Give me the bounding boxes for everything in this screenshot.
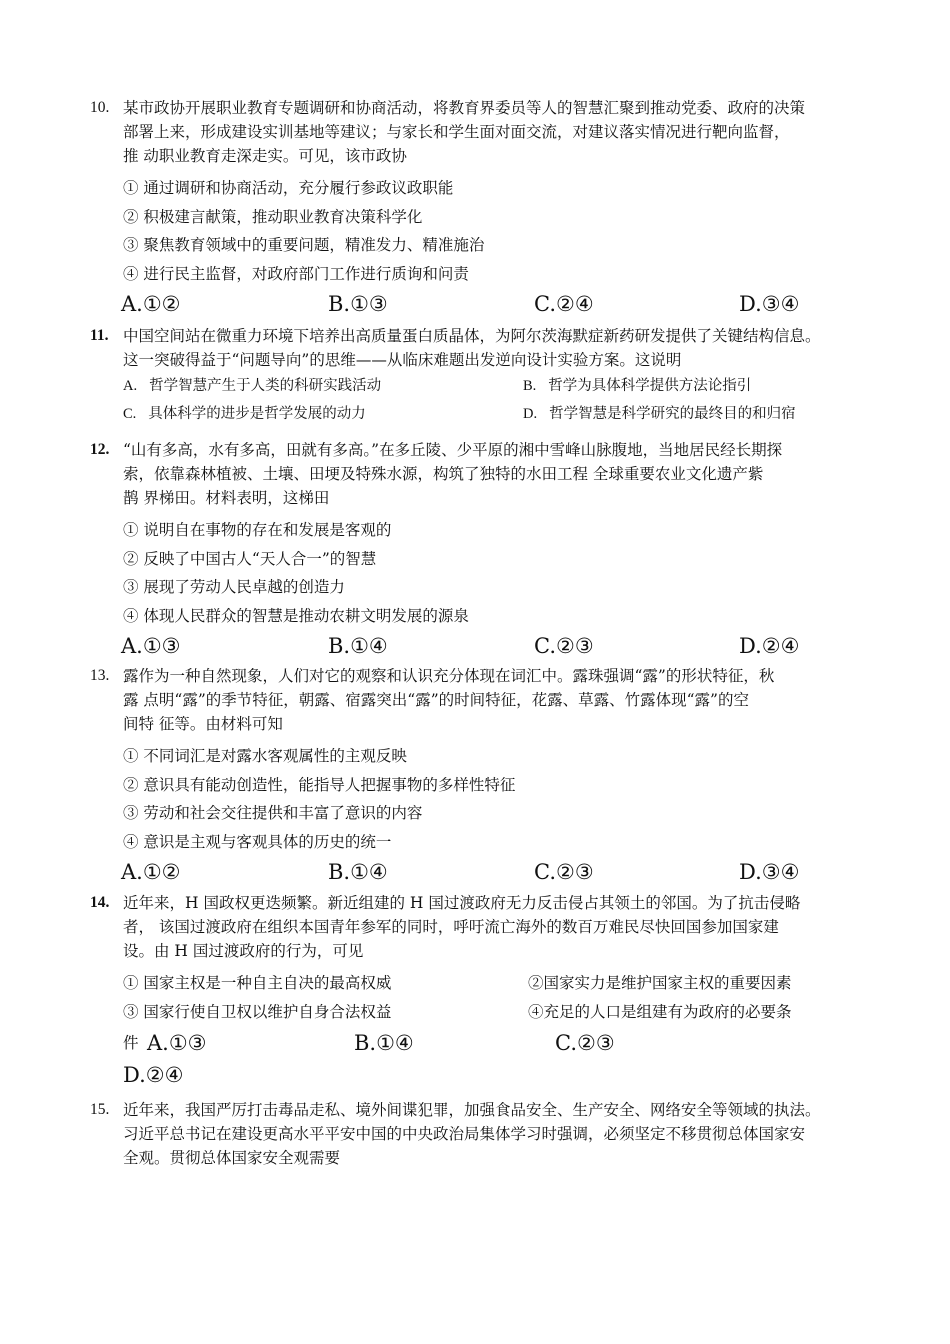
statement: ④ 进行民主监督，对政府部门工作进行质询和问责 bbox=[123, 264, 469, 283]
statement: ① 国家主权是一种自主自决的最高权威 bbox=[123, 974, 392, 992]
choice-b[interactable]: B.①④ bbox=[354, 1031, 414, 1055]
statement: ① 通过调研和协商活动，充分履行参政议政职能 bbox=[123, 179, 454, 197]
question-stem bbox=[90, 664, 880, 736]
stem-line: 近年来，H 国政权更迭频繁。新近组建的 H 国过渡政府无力反击侵占其领土的邻国。为了抗击侵略 bbox=[123, 894, 801, 912]
choice-row bbox=[121, 630, 880, 662]
choice-c[interactable]: C.②③ bbox=[555, 1031, 615, 1055]
stem-line: 近年来，我国严厉打击毒品走私、境外间谍犯罪，加强食品安全、生产安全、网络安全等领域的执法。 bbox=[123, 1101, 821, 1119]
choice-b[interactable]: B.①③ bbox=[328, 292, 388, 316]
question-number: 11. bbox=[90, 327, 109, 344]
stem-line: 露 点明“露”的季节特征，朝露、宿露突出“露”的时间特征，花露、草露、竹露体现“露”的空 bbox=[123, 691, 749, 709]
stem-line: 这一突破得益于“问题导向”的思维——从临床难题出发逆向设计实验方案。这说明 bbox=[123, 351, 682, 369]
question-number: 15. bbox=[90, 1101, 110, 1118]
statement: ② 反映了中国古人“天人合一”的智慧 bbox=[123, 549, 377, 568]
statement-list bbox=[90, 969, 880, 1091]
stem-line: “山有多高，水有多高，田就有多高。”在多丘陵、少平原的湘中雪峰山脉腹地，当地居民经长期探 bbox=[123, 441, 783, 459]
question-number: 13. bbox=[90, 667, 110, 684]
question-stem bbox=[90, 324, 880, 372]
statement: ③ 展现了劳动人民卓越的创造力 bbox=[123, 578, 345, 596]
choice-d[interactable]: D.③④ bbox=[739, 292, 800, 316]
stem-line: 某市政协开展职业教育专题调研和协商活动，将教育界委员等人的智慧汇聚到推动党委、政府的决策 bbox=[123, 99, 806, 117]
statement-row bbox=[123, 1059, 880, 1091]
statement-list bbox=[90, 516, 880, 630]
question-10 bbox=[90, 96, 880, 320]
stem-line: 部署上来，形成建设实训基地等建议；与家长和学生面对面交流，对建议落实情况进行靶向监督， bbox=[123, 123, 790, 141]
statement: ③ 劳动和社会交往提供和丰富了意识的内容 bbox=[123, 804, 423, 822]
question-14 bbox=[90, 891, 880, 1091]
question-number: 14. bbox=[90, 894, 110, 911]
stem-line: 中国空间站在微重力环境下培养出高质量蛋白质晶体，为阿尔茨海默症新药研发提供了关键结构信息。 bbox=[123, 327, 821, 345]
question-number: 10. bbox=[90, 99, 110, 116]
statement-list bbox=[90, 742, 880, 856]
choice-d[interactable]: D.②④ bbox=[123, 1063, 184, 1087]
choice-a[interactable]: A.①② bbox=[121, 292, 181, 316]
stem-line: 者， 该国过渡政府在组织本国青年参军的同时，呼吁流亡海外的数百万难民尽快回国参加国家建 bbox=[123, 918, 779, 936]
statement-row bbox=[123, 969, 880, 998]
option-b[interactable]: B. 哲学为具体科学提供方法论指引 bbox=[523, 378, 752, 394]
statement: ② 积极建言献策，推动职业教育决策科学化 bbox=[123, 207, 423, 226]
statement-list bbox=[90, 174, 880, 288]
statement: ① 不同词汇是对露水客观属性的主观反映 bbox=[123, 747, 407, 765]
question-stem bbox=[90, 891, 880, 963]
statement: ④充足的人口是组建有为政府的必要条 bbox=[528, 1003, 792, 1021]
stem-line: 鹊 界梯田。材料表明，这梯田 bbox=[123, 489, 330, 507]
stem-line: 索，依靠森林植被、土壤、田埂及特殊水源，构筑了独特的水田工程 全球重要农业文化遗产紫 bbox=[123, 465, 764, 483]
statement: ④ 体现人民群众的智慧是推动农耕文明发展的源泉 bbox=[123, 606, 469, 625]
choice-a[interactable]: A.①③ bbox=[147, 1031, 207, 1055]
choice-d[interactable]: D.②④ bbox=[739, 634, 800, 658]
choice-c[interactable]: C.②③ bbox=[534, 860, 594, 884]
question-12 bbox=[90, 438, 880, 662]
question-stem bbox=[90, 438, 880, 510]
statement-tail: 件 bbox=[123, 1034, 139, 1052]
question-number: 12. bbox=[90, 441, 110, 458]
statement: ② 意识具有能动创造性，能指导人把握事物的多样性特征 bbox=[123, 775, 516, 794]
choice-a[interactable]: A.①② bbox=[121, 860, 181, 884]
stem-line: 全观。贯彻总体国家安全观需要 bbox=[123, 1149, 341, 1167]
choice-b[interactable]: B.①④ bbox=[328, 634, 388, 658]
question-13 bbox=[90, 664, 880, 888]
statement: ③ 聚焦教育领域中的重要问题，精准发力、精准施治 bbox=[123, 236, 485, 254]
stem-line: 推 动职业教育走深走实。可见，该市政协 bbox=[123, 147, 407, 165]
statement: ④ 意识是主观与客观具体的历史的统一 bbox=[123, 832, 392, 851]
statement: ① 说明自在事物的存在和发展是客观的 bbox=[123, 521, 392, 539]
choice-row bbox=[121, 288, 880, 320]
stem-line: 设。由 H 国过渡政府的行为，可见 bbox=[123, 942, 364, 960]
choice-c[interactable]: C.②③ bbox=[534, 634, 594, 658]
option-c[interactable]: C. 具体科学的进步是哲学发展的动力 bbox=[123, 406, 366, 422]
question-11 bbox=[90, 324, 880, 428]
option-list bbox=[90, 372, 880, 428]
question-15 bbox=[90, 1098, 880, 1170]
stem-line: 露作为一种自然现象，人们对它的观察和认识充分体现在词汇中。露珠强调“露”的形状特征，秋 bbox=[123, 667, 775, 685]
statement-row bbox=[123, 1027, 880, 1059]
question-stem bbox=[90, 1098, 880, 1170]
question-stem bbox=[90, 96, 880, 168]
statement-row bbox=[123, 998, 880, 1027]
choice-row bbox=[121, 856, 880, 888]
choice-d[interactable]: D.③④ bbox=[739, 860, 800, 884]
choice-b[interactable]: B.①④ bbox=[328, 860, 388, 884]
stem-line: 习近平总书记在建设更高水平平安中国的中央政治局集体学习时强调，必须坚定不移贯彻总体国家安 bbox=[123, 1125, 806, 1143]
statement: ③ 国家行使自卫权以维护自身合法权益 bbox=[123, 1003, 392, 1021]
statement: ②国家实力是维护国家主权的重要因素 bbox=[528, 974, 792, 992]
choice-a[interactable]: A.①③ bbox=[121, 634, 181, 658]
option-row bbox=[123, 400, 880, 428]
option-row bbox=[123, 372, 880, 400]
option-d[interactable]: D. 哲学智慧是科学研究的最终目的和归宿 bbox=[523, 406, 796, 422]
stem-line: 间特 征等。由材料可知 bbox=[123, 715, 283, 733]
choice-c[interactable]: C.②④ bbox=[534, 292, 594, 316]
option-a[interactable]: A. 哲学智慧产生于人类的科研实践活动 bbox=[123, 378, 382, 394]
